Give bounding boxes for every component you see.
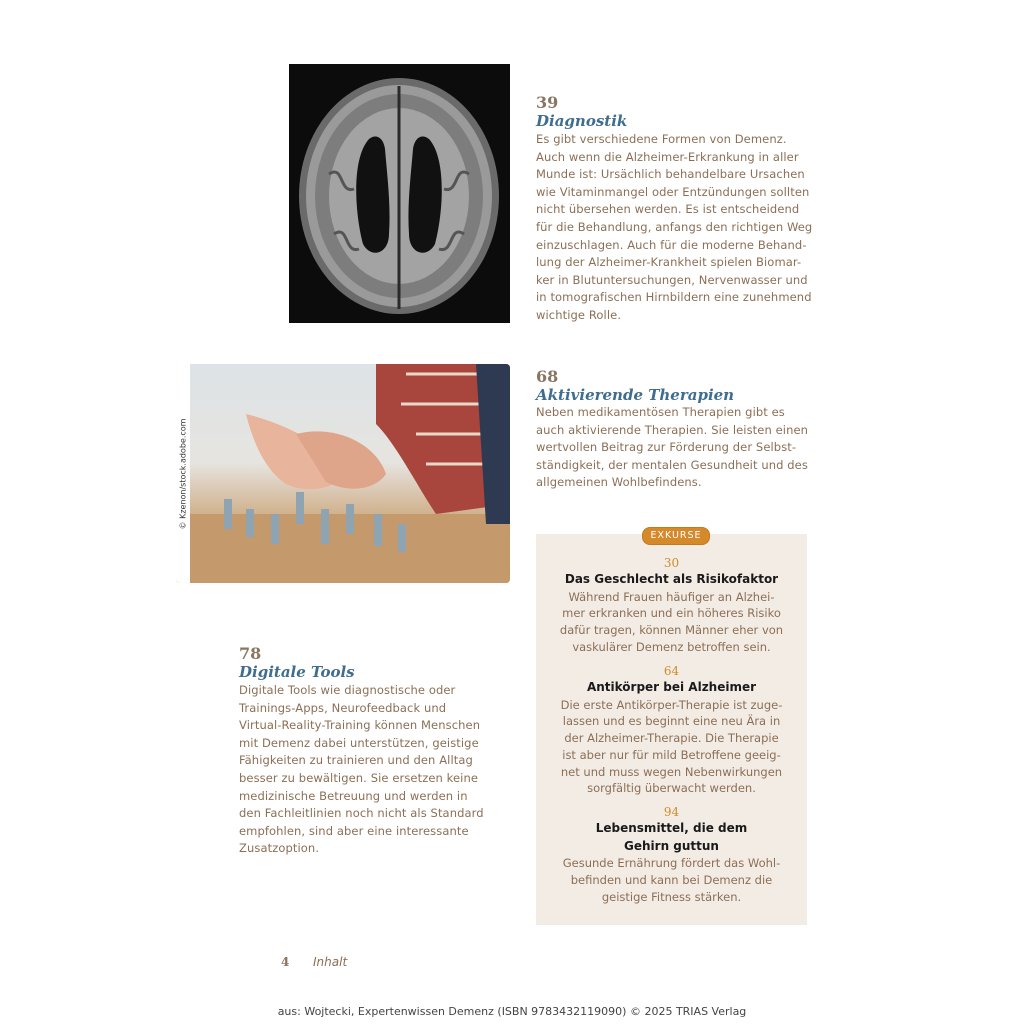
therapien-text: Neben medikamentösen Therapien gibt es auch aktivierende Therapien. Sie leisten einen wertvollen Beitrag zur Förderung der Selbst- ständigkeit, der mentalen Gesundheit und des allgemeinen Wohlbefindens. — [536, 405, 809, 490]
therapien-page-number: 68 — [536, 367, 559, 386]
exkurse-item[interactable] — [536, 804, 807, 905]
exkurse-item-page: 64 — [663, 664, 680, 678]
brain-mri-graphic — [289, 64, 510, 323]
diagnostik-text: Es gibt verschiedene Formen von Demenz. Auch wenn die Alzheimer-Erkrankung in aller Munde ist: Ursächlich behandelbare Ursachen wie Vitaminmangel oder Entzündungen sollten nicht übersehen werden. Es ist entscheidend für die Behandlung, anfangs den richtigen Weg einzuschlagen. Auch für die moderne Behand- lung der Alzheimer-Krankheit spielen Biomar- ker in Blutuntersuchungen, Nervenwasser und in tomografischen Hirnbildern eine zunehmend wichtige Rolle. — [536, 132, 813, 322]
digitale-tools-heading[interactable]: Digitale Tools — [239, 663, 355, 681]
photo-credit-strip — [176, 364, 190, 583]
exkurse-item-title: Das Geschlecht als Risikofaktor — [564, 572, 779, 586]
exkurse-item-text: Während Frauen häufiger an Alzhei- mer erkranken und ein höheres Risiko dafür tragen, können Männer eher von vaskulärer Demenz betroffen sein. — [559, 589, 784, 654]
exkurse-item-page: 94 — [663, 805, 680, 819]
photo-credit: © Kzenon/stock.adobe.com — [178, 418, 188, 530]
exkurse-item[interactable] — [536, 663, 807, 797]
exkurse-item-page: 30 — [663, 556, 680, 570]
therapy-photo-graphic — [176, 364, 510, 583]
digitale-tools-text: Digitale Tools wie diagnostische oder Trainings-Apps, Neurofeedback und Virtual-Reality-Training können Menschen mit Demenz dabei unterstützen, geistige Fähigkeiten zu trainieren und den Alltag besser zu bewältigen. Sie ersetzen keine medizinische Betreuung und werden in den Fachleitlinien noch nicht als Standard empfohlen, sind aber eine interessante Zusatzoption. — [239, 683, 484, 856]
therapy-photo — [176, 364, 510, 583]
exkurse-item[interactable] — [536, 555, 807, 656]
diagnostik-page-number: 39 — [536, 93, 559, 112]
exkurse-item-title: Antikörper bei Alzheimer — [586, 680, 757, 694]
exkurse-item-title: Lebensmittel, die dem Gehirn guttun — [595, 821, 748, 853]
page-number: 4 — [281, 955, 290, 969]
therapien-heading[interactable]: Aktivierende Therapien — [536, 386, 735, 404]
digitale-tools-page-number: 78 — [239, 644, 262, 663]
exkurse-item-text: Gesunde Ernährung fördert das Wohl- befinden und kann bei Demenz die geistige Fitness stärken. — [562, 856, 781, 904]
brain-mri-image — [289, 64, 510, 323]
source-citation: aus: Wojtecki, Expertenwissen Demenz (ISBN 9783432119090) © 2025 TRIAS Verlag — [277, 1005, 747, 1018]
diagnostik-heading[interactable]: Diagnostik — [536, 112, 628, 130]
page-section-label: Inhalt — [313, 955, 348, 969]
exkurse-item-text: Die erste Antikörper-Therapie ist zuge- lassen und es beginnt eine neu Ära in der Alzheimer-Therapie. Die Therapie ist aber nur für mild Betroffene geeig- net und muss wegen Nebenwirkungen sorgfältig überwacht werden. — [560, 697, 783, 796]
exkurse-badge: EXKURSE — [642, 527, 710, 545]
